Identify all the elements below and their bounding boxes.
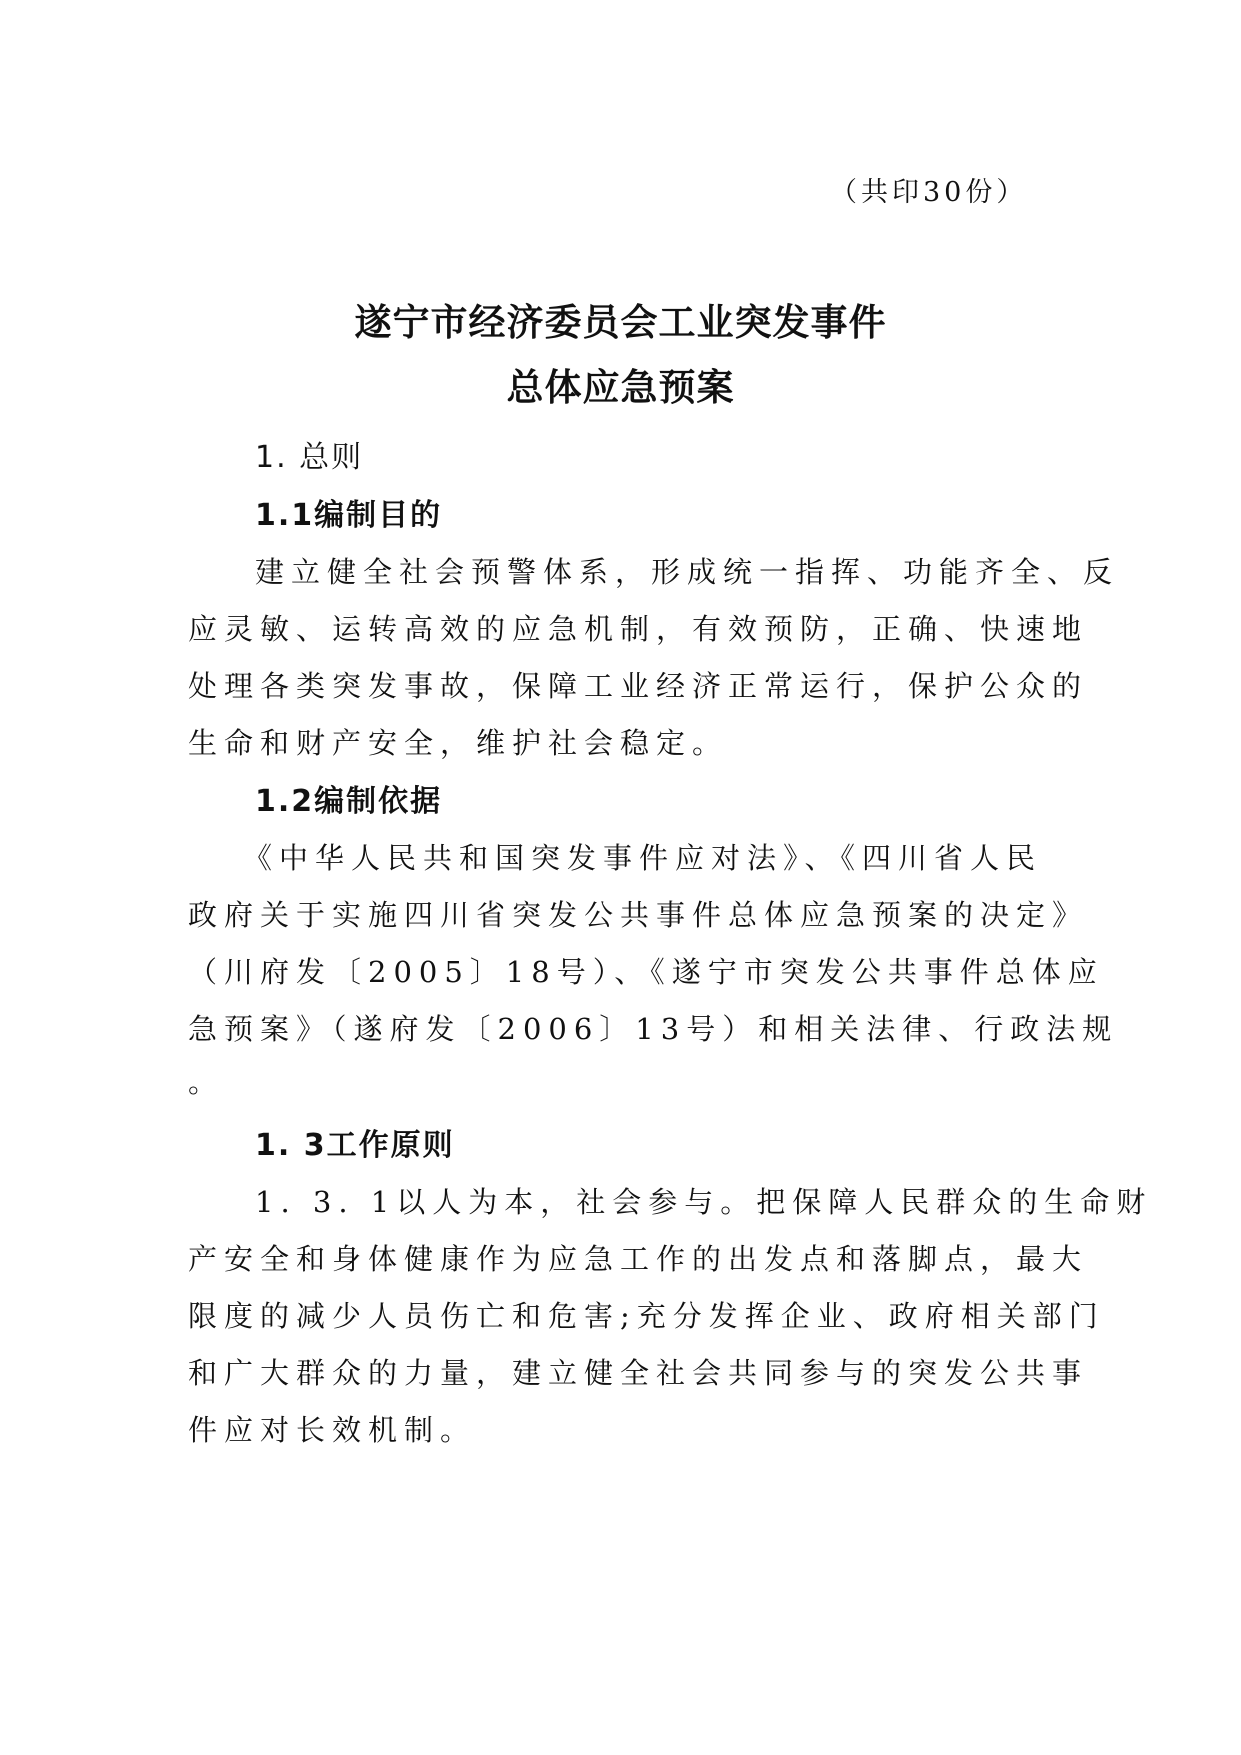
section-heading-basis: 1.2编制依据 — [255, 784, 443, 819]
paragraph-line: 产安全和身体健康作为应急工作的出发点和落脚点，最大 — [188, 1242, 1089, 1276]
copies-note: （共印30份） — [830, 177, 1028, 208]
section-heading-purpose: 1.1编制目的 — [255, 498, 443, 533]
paragraph-line: 建立健全社会预警体系，形成统一指挥、功能齐全、反 — [255, 555, 1120, 589]
document-title-line-1: 遂宁市经济委员会工业突发事件 — [354, 301, 887, 344]
document-title-line-2: 总体应急预案 — [506, 366, 735, 409]
paragraph-line: 应灵敏、运转高效的应急机制，有效预防，正确、快速地 — [188, 612, 1089, 646]
paragraph-line: 《中华人民共和国突发事件应对法》、《四川省人民 — [243, 841, 1043, 875]
paragraph-line: 处理各类突发事故，保障工业经济正常运行，保护公众的 — [188, 669, 1089, 703]
section-heading-general: 1. 总则 — [255, 440, 364, 475]
paragraph-line: 急预案》（遂府发〔2006〕13号）和相关法律、行政法规 — [188, 1012, 1119, 1046]
section-heading-principles: 1. 3工作原则 — [255, 1128, 455, 1163]
paragraph-line: 生命和财产安全，维护社会稳定。 — [188, 726, 729, 760]
paragraph-line: （川府发〔2005〕18号）、《遂宁市突发公共事件总体应 — [188, 955, 1104, 989]
paragraph-line: 和广大群众的力量，建立健全社会共同参与的突发公共事 — [188, 1356, 1089, 1390]
paragraph-line: 1. 3. 1以人为本，社会参与。把保障人民群众的生命财 — [255, 1185, 1153, 1219]
paragraph-line: 政府关于实施四川省突发公共事件总体应急预案的决定》 — [188, 898, 1089, 932]
paragraph-line: 。 — [188, 1065, 225, 1099]
paragraph-line: 限度的减少人员伤亡和危害;充分发挥企业、政府相关部门 — [188, 1299, 1105, 1333]
paragraph-line: 件应对长效机制。 — [188, 1413, 477, 1447]
